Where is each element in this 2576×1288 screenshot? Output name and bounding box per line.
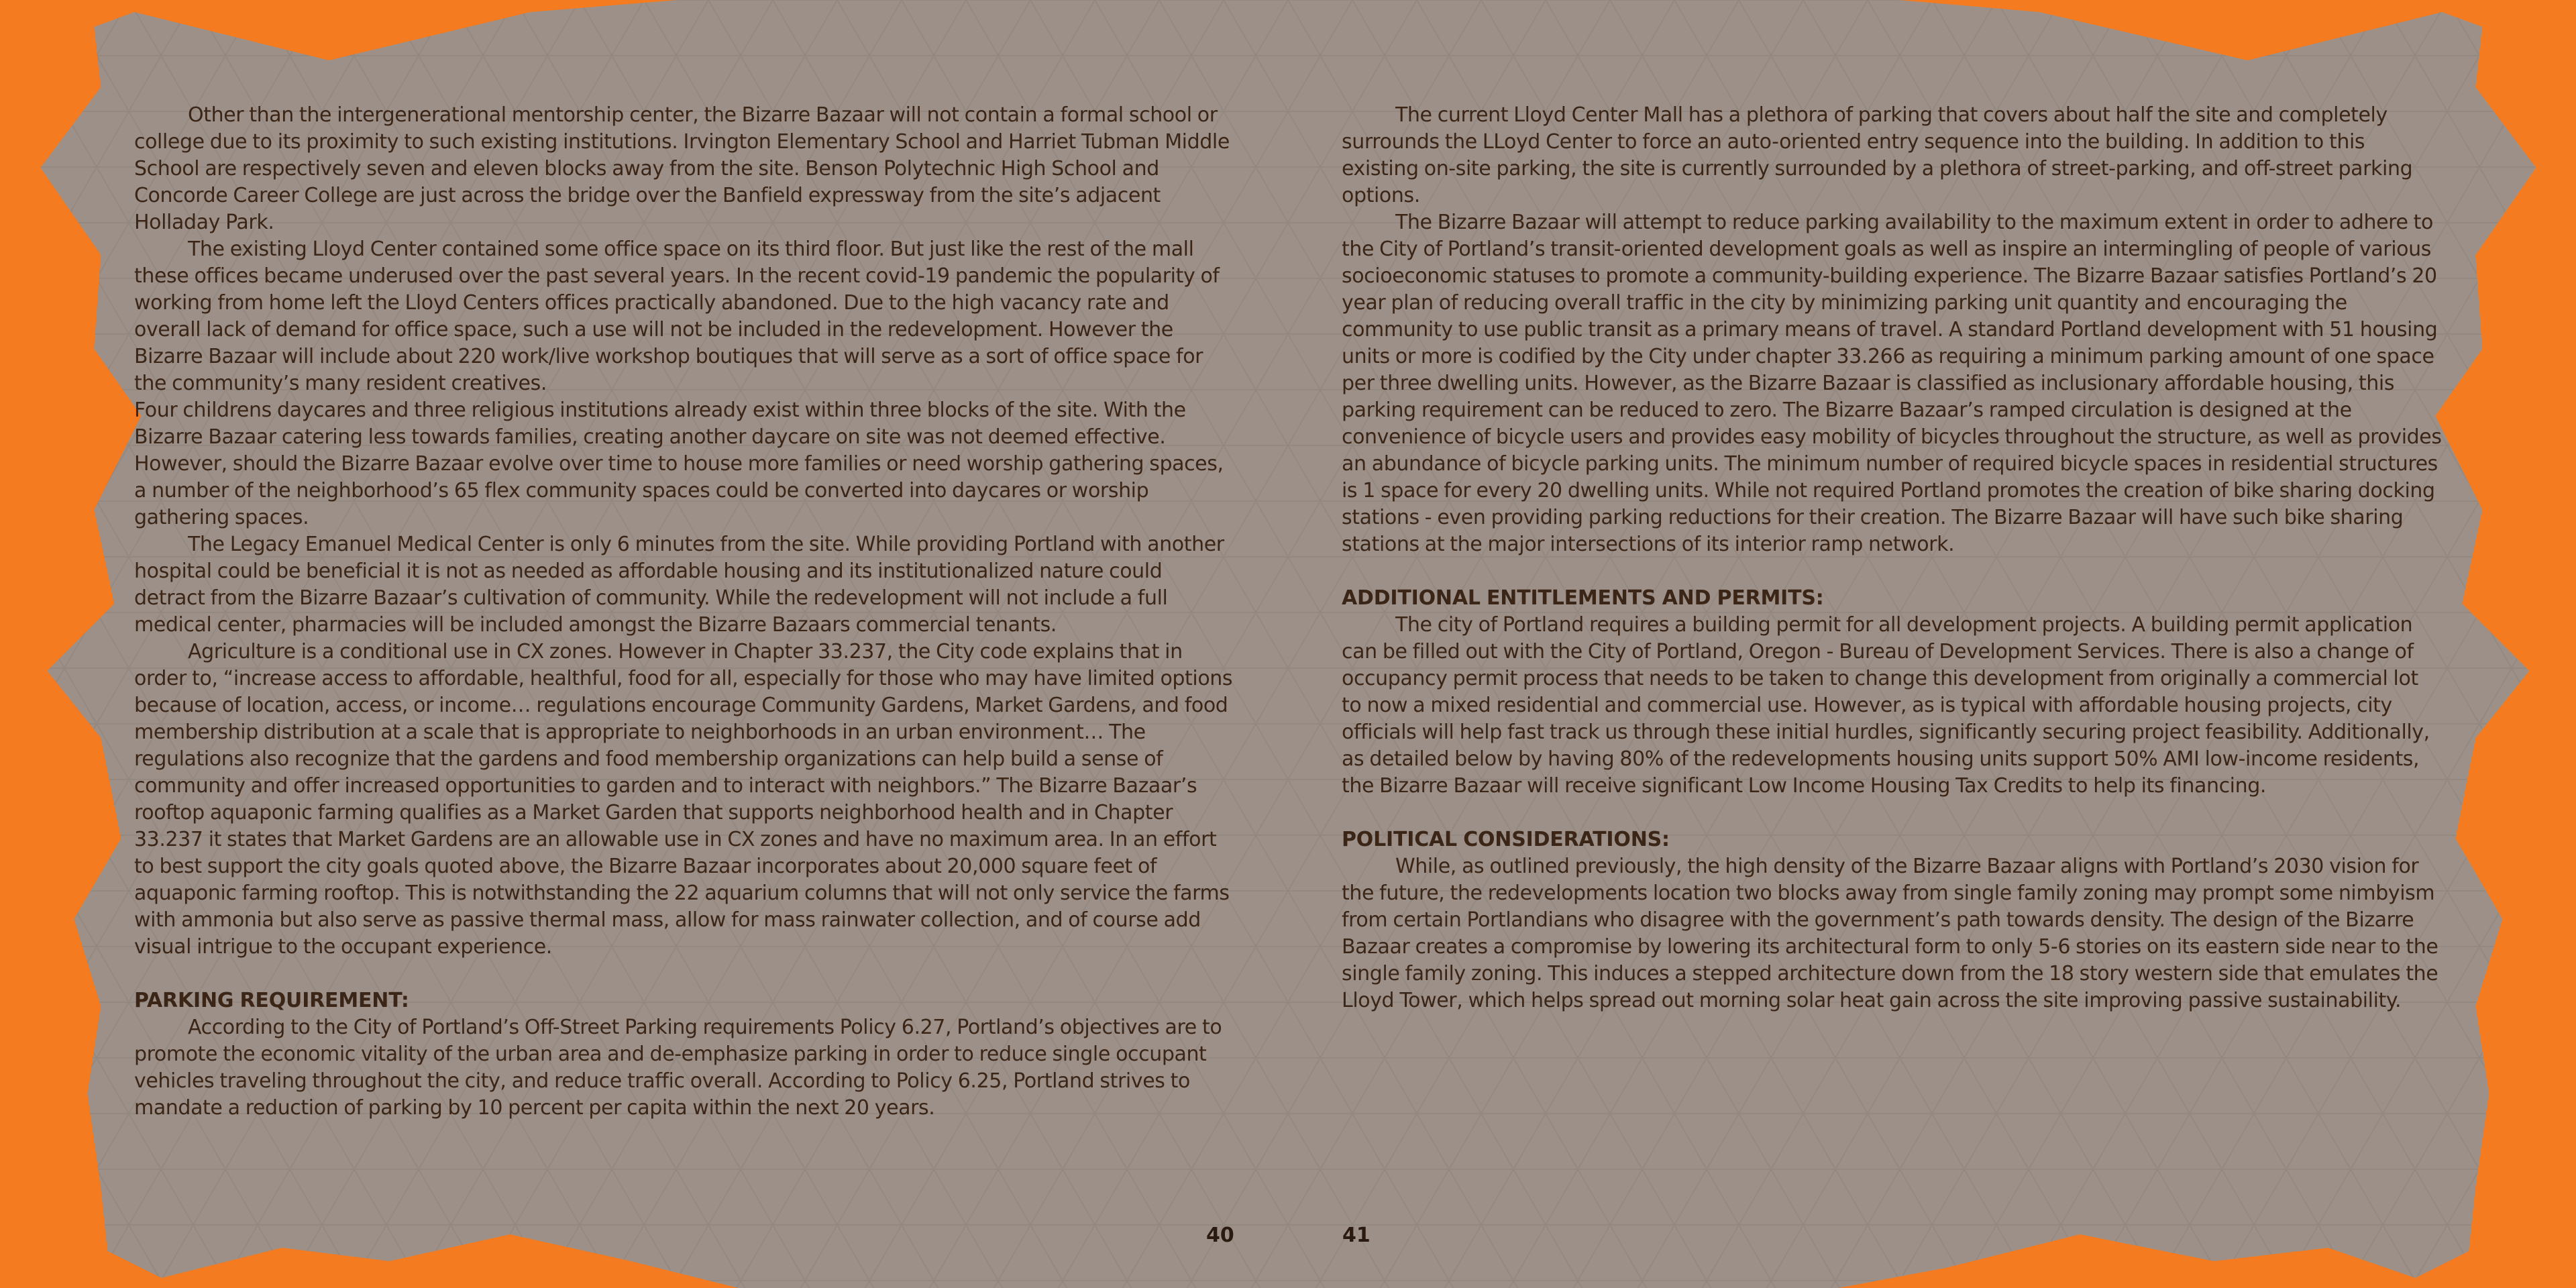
heading-parking-requirement: PARKING REQUIREMENT: [134, 989, 409, 1012]
left-paragraph-2: The existing Lloyd Center contained some office space on its third floor. But just like the rest of the mall these offices became underused over the past several years. In the recent covid-19 pandemic the popularity of working from home left the Lloyd Centers offices practically abandoned. Due to the high vacancy rate and overall lack of demand for office space, such a use will not be included in the redevelopment. However the Bizarre Bazaar will include about 220 work/live workshop boutiques that will serve as a sort of office space for the community’s many resident creatives. [134, 237, 1220, 395]
left-paragraph-3: Four childrens daycares and three religious institutions already exist within three blocks of the site. With the Bizarre Bazaar catering less towards families, creating another daycare on site was not deemed effective. However, should the Bizarre Bazaar evolve over time to house more families or need worship gathering spaces, a number of the neighborhood’s 65 flex community spaces could be converted into daycares or worship gathering spaces. [134, 398, 1224, 529]
right-paragraph-2: The Bizarre Bazaar will attempt to reduce parking availability to the maximum extent in order to adhere to the City of Portland’s transit-oriented development goals as well as inspire an intermingling of people of various socioeconomic statuses to promote a community-building experience. The Bizarre Bazaar satisfies Portland’s 20 year plan of reducing overall traffic in the city by minimizing parking unit quantity and encouraging the community to use public transit as a primary means of travel. A standard Portland development with 51 housing units or more is codified by the City under chapter 33.266 as requiring a minimum parking amount of one space per three dwelling units. However, as the Bizarre Bazaar is classified as inclusionary affordable housing, this parking requirement can be reduced to zero. The Bizarre Bazaar’s ramped circulation is designed at the convenience of bicycle users and provides easy mobility of bicycles throughout the structure, as well as provides an abundance of bicycle parking units. The minimum number of required bicycle spaces in residential structures is 1 space for every 20 dwelling units. While not required Portland promotes the creation of bike sharing docking stations - even providing parking reductions for their creation. The Bizarre Bazaar will have such bike sharing stations at the major intersections of its interior ramp network. [1342, 211, 2442, 556]
left-paragraph-1: Other than the intergenerational mentorship center, the Bizarre Bazaar will not contain a formal school or college due to its proximity to such existing institutions. Irvington Elementary School and Harriet Tubman Middle School are respectively seven and eleven blocks away from the site. Benson Polytechnic High School and Concorde Career College are just across the bridge over the Banfield expressway from the site’s adjacent Holladay Park. [134, 103, 1230, 234]
parking-paragraph: According to the City of Portland’s Off-Street Parking requirements Policy 6.27, Portland’s objectives are to promote the economic vitality of the urban area and de-emphasize parking in order to reduce single occupant vehicles traveling throughout the city, and reduce traffic overall. According to Policy 6.25, Portland strives to mandate a reduction of parking by 10 percent per capita within the next 20 years. [134, 1016, 1222, 1120]
entitlements-paragraph: The city of Portland requires a building permit for all development projects. A building permit application can be filled out with the City of Portland, Oregon - Bureau of Development Services. There is also a change of occupancy permit process that needs to be taken to change this development from originally a commercial lot to now a mixed residential and commercial use. However, as is typical with affordable housing projects, city officials will help fast track us through these initial hurdles, significantly securing project feasibility. Additionally, as detailed below by having 80% of the redevelopments housing units support 50% AMI low-income residents, the Bizarre Bazaar will receive significant Low Income Housing Tax Credits to help its financing. [1342, 613, 2430, 798]
left-page [134, 102, 1234, 1122]
heading-political-considerations: POLITICAL CONSIDERATIONS: [1342, 828, 1670, 851]
right-page [1342, 102, 2442, 1014]
political-paragraph: While, as outlined previously, the high density of the Bizarre Bazaar aligns with Portland’s 2030 vision for the future, the redevelopments location two blocks away from single family zoning may prompt some nimbyism from certain Portlandians who disagree with the government’s path towards density. The design of the Bizarre Bazaar creates a compromise by lowering its architectural form to only 5-6 stories on its eastern side near to the single family zoning. This induces a stepped architecture down from the 18 story western side that emulates the Lloyd Tower, which helps spread out morning solar heat gain across the site improving passive sustainability. [1342, 855, 2438, 1012]
left-paragraph-4: The Legacy Emanuel Medical Center is only 6 minutes from the site. While providing Portland with another hospital could be beneficial it is not as needed as affordable housing and its institutionalized nature could detract from the Bizarre Bazaar’s cultivation of community. While the redevelopment will not include a full medical center, pharmacies will be included amongst the Bizarre Bazaars commercial tenants. [134, 533, 1224, 637]
page-number-left: 40 [1206, 1224, 1234, 1247]
heading-additional-entitlements: ADDITIONAL ENTITLEMENTS AND PERMITS: [1342, 586, 1824, 610]
left-paragraph-5: Agriculture is a conditional use in CX zones. However in Chapter 33.237, the City code explains that in order to, “increase access to affordable, healthful, food for all, especially for those who may have limited options because of location, access, or income… regulations encourage Community Gardens, Market Gardens, and food membership distribution at a scale that is appropriate to neighborhoods in an urban environment… The regulations also recognize that the gardens and food membership organizations can help build a sense of community and offer increased opportunities to garden and to interact with neighbors.” The Bizarre Bazaar’s rooftop aquaponic farming qualifies as a Market Garden that supports neighborhood health and in Chapter 33.237 it states that Market Gardens are an allowable use in CX zones and have no maximum area. In an effort to best support the city goals quoted above, the Bizarre Bazaar incorporates about 20,000 square feet of aquaponic farming rooftop. This is notwithstanding the 22 aquarium columns that will not only service the farms with ammonia but also serve as passive thermal mass, allow for mass rainwater collection, and of course add visual intrigue to the occupant experience. [134, 640, 1233, 959]
right-paragraph-1: The current Lloyd Center Mall has a plethora of parking that covers about half the site and completely surrounds the LLoyd Center to force an auto-oriented entry sequence into the building. In addition to this existing on-site parking, the site is currently surrounded by a plethora of street-parking, and off-street parking options. [1342, 103, 2413, 207]
page-number-right: 41 [1342, 1224, 1371, 1247]
